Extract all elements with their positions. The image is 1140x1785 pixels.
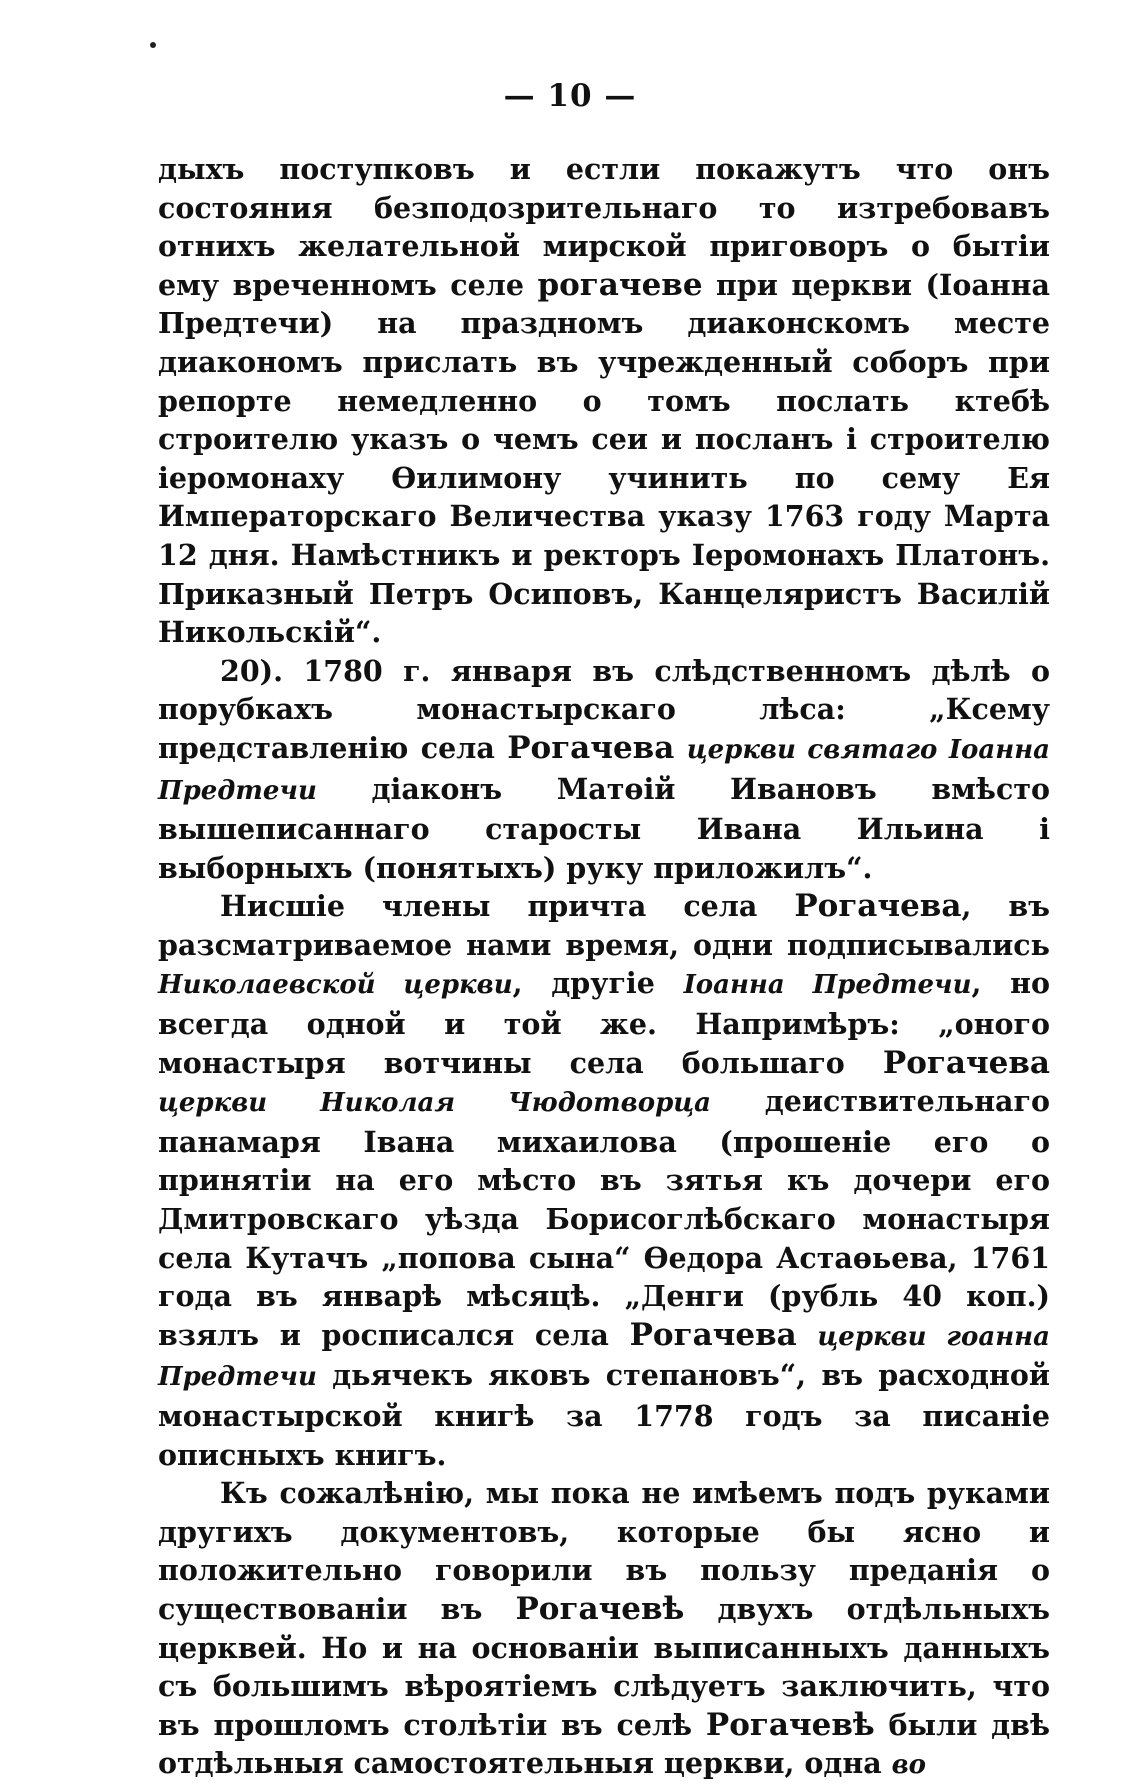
place-name: Рогачева [629, 1316, 797, 1353]
text-run: были двѣ отдѣльныя самостоятельныя церкви, одна [158, 1707, 1050, 1781]
italic-phrase: Николаевской церкви [158, 970, 513, 1001]
paragraph [158, 150, 1050, 652]
text-run: Къ сожалѣнiю, мы пока не имѣемъ подъ руками другихъ документовъ, которые бы ясно и положительно говорили въ пользу преданiя о существованiи въ [158, 1476, 1050, 1626]
paragraph [158, 887, 1050, 1474]
paragraph [158, 1474, 1050, 1785]
text-body [158, 150, 1050, 1785]
text-run [674, 731, 686, 765]
italic-phrase: церкви святаго Iоанна Предтечи [158, 734, 1050, 806]
text-run: Нисшiе члены причта села [220, 889, 795, 924]
place-name: Рогачевѣ [705, 1706, 875, 1743]
text-run: , въ разсматриваемое нами время, одни подписывались [158, 889, 1050, 962]
text-run: двухъ отдѣльныхъ церквей. Но и на основанiи выписанныхъ данныхъ съ большимъ вѣроятiемъ слѣдуетъ заключить, что въ прошломъ столѣтiи въ селѣ [158, 1591, 1050, 1742]
place-name: Рогачева [507, 729, 675, 766]
italic-phrase: церкви гоанна Предтечи [158, 1321, 1050, 1393]
place-name: рогачеве [537, 266, 703, 303]
place-name: Рогачева [794, 888, 962, 925]
text-run: при церкви (Iоанна Предтечи) на праздномъ диаконскомъ месте диакономъ прислать въ учрежденный соборъ при репорте немедленно о томъ послать ктебѣ строителю указъ о чемъ сеи и посланъ i строителю iеромонаху Өилимону учинить по сему Ея Императорскаго Величества указу 1763 году Марта 12 дня. Намѣстникъ и ректоръ Iеромонахъ Платонъ. Приказный Петръ Осиповъ, Канцеляристъ Василiй Никольскiй“. [158, 267, 1050, 650]
italic-phrase: церкви Николая Чюдотворца [158, 1088, 711, 1119]
italic-phrase: во [891, 1750, 927, 1781]
place-name: Рогачевѣ [515, 1590, 685, 1627]
text-run: , но всегда одной и той же. Напримѣръ: „оного монастыря вотчины села большаго [158, 966, 1051, 1080]
text-run: дьячекъ яковъ степановъ“, въ расходной монастырской книгѣ за 1778 годъ за писанiе описныхъ книгъ. [158, 1358, 1050, 1472]
ink-speck [150, 42, 156, 48]
place-name: Рогачева [882, 1044, 1050, 1081]
text-run: дыхъ поступковъ и естли покажутъ что онъ состояния безподозрительнаго то изтребовавъ отнихъ желательной мирской приговоръ о бытiи ему вреченномъ селе [158, 152, 1050, 302]
italic-phrase: Iоанна Предтечи [683, 970, 972, 1001]
text-run [797, 1318, 818, 1352]
page-number: — 10 — [503, 78, 637, 114]
text-run: деиствительнаго панамаря Iвана михаилова (прошенiе его о принятiи на его мѣсто въ зятья къ дочери его Дмитровскаго уѣзда Борисоглѣбскаго монастыря села Кутачъ „попова сына“ Өедора Астаөьева, 1761 года въ январѣ мѣсяцѣ. „Денги (рубль 40 коп.) взялъ и росписался села [158, 1084, 1050, 1352]
text-run: дiаконъ Матөiй Ивановъ вмѣсто вышеписаннаго старосты Ивана Ильина i выборныхъ (понятыхъ) руку приложилъ“. [158, 771, 1050, 885]
text-run: , другiе [512, 966, 684, 1001]
text-run: 20). 1780 г. января въ слѣдственномъ дѣлѣ о порубкахъ монастырскаго лѣса: „Ксему представленiю села [158, 653, 1050, 765]
paragraph [158, 652, 1050, 888]
